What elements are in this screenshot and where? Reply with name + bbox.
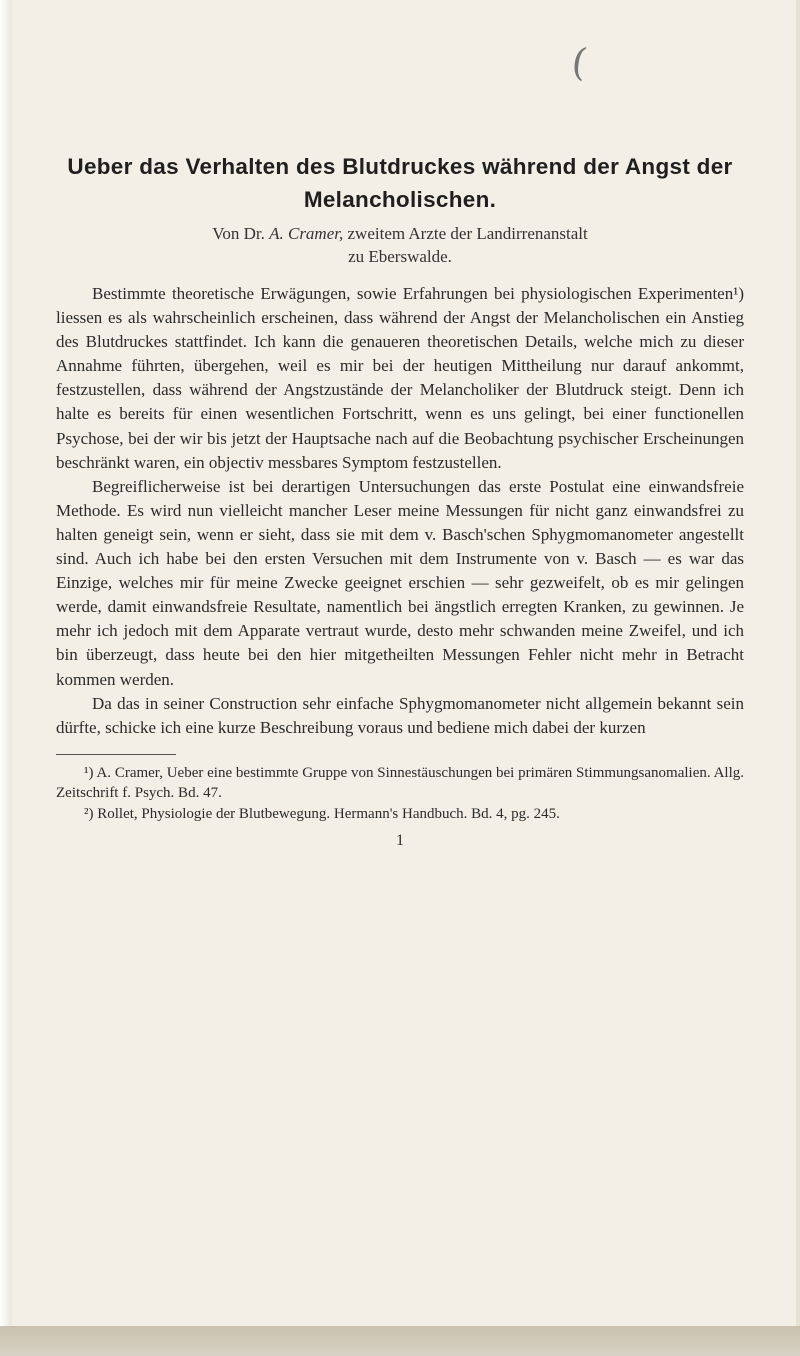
affiliation: zu Eberswalde. xyxy=(348,247,452,266)
byline-prefix: Von Dr. xyxy=(212,224,270,243)
author-name: A. Cramer, xyxy=(269,224,344,243)
byline xyxy=(56,222,744,245)
byline-suffix: zweitem Arzte der Landirrenanstalt xyxy=(343,224,588,243)
pencil-mark: ( xyxy=(569,39,590,85)
article-title: Ueber das Verhalten des Blutdruckes während der Angst der Melancholischen. xyxy=(67,154,733,212)
page-number: 1 xyxy=(396,832,404,850)
article-content xyxy=(56,150,744,852)
page-left-edge xyxy=(0,0,12,1356)
scan-bottom-band xyxy=(0,1326,800,1356)
page-sheet xyxy=(12,0,800,1356)
paragraph-3: Da das in seiner Construction sehr einfache Sphygmomanometer nicht allgemein bekannt sein dürfte, schicke ich eine kurze Beschreibung voraus und bediene mich dabei der kurzen xyxy=(56,693,744,737)
article-body xyxy=(56,282,744,740)
paragraph-1: Bestimmte theoretische Erwägungen, sowie Erfahrungen bei physiologischen Experimenten¹) liessen es als wahrscheinlich erscheinen, dass während der Angst der Melancholischen ein Anstieg des Blutdruckes stattfindet. Ich kann die genaueren theoretischen Details, welche mich zu dieser Annahme führten, übergehen, weil es mir bei der heutigen Mittheilung nur darauf ankommt, festzustellen, dass während der Angstzustände der Melancholiker der Blutdruck steigt. Denn ich halte es bereits für einen wesentlichen Fortschritt, wenn es uns gelingt, bei einer functionellen Psychose, bei der wir bis jetzt der Hauptsache nach auf die Beobachtung psychischer Erscheinungen beschränkt waren, ein objectiv messbares Symptom festzustellen. xyxy=(56,284,744,472)
paragraph-2: Begreiflicherweise ist bei derartigen Untersuchungen das erste Postulat eine einwandsfreie Methode. Es wird nun vielleicht mancher Leser meine Messungen für nicht ganz einwandsfrei zu halten geneigt sein, wenn er sieht, dass sie mit dem v. Basch'schen Sphygmomanometer angestellt sind. Auch ich habe bei den ersten Versuchen mit dem Instrumente von v. Basch — es war das Einzige, welches mir für meine Zwecke geeignet erschien — sehr gezweifelt, ob es mir gelingen werde, damit einwandsfreie Resultate, namentlich bei ängstlich erregten Kranken, zu gewinnen. Je mehr ich jedoch mit dem Apparate vertraut wurde, desto mehr schwanden meine Zweifel, und ich bin überzeugt, dass heute bei den hier mitgetheilten Messungen Fehler nicht mehr in Betracht kommen werden. xyxy=(56,476,744,689)
footnote-2: ²) Rollet, Physiologie der Blutbewegung. Hermann's Handbuch. Bd. 4, pg. 245. xyxy=(84,805,560,822)
footnote-1: ¹) A. Cramer, Ueber eine bestimmte Gruppe von Sinnestäuschungen bei primären Stimmungsanomalien. Allg. Zeitschrift f. Psych. Bd. 47. xyxy=(56,764,744,802)
footnote-divider xyxy=(56,754,176,755)
page-right-edge xyxy=(796,0,800,1356)
